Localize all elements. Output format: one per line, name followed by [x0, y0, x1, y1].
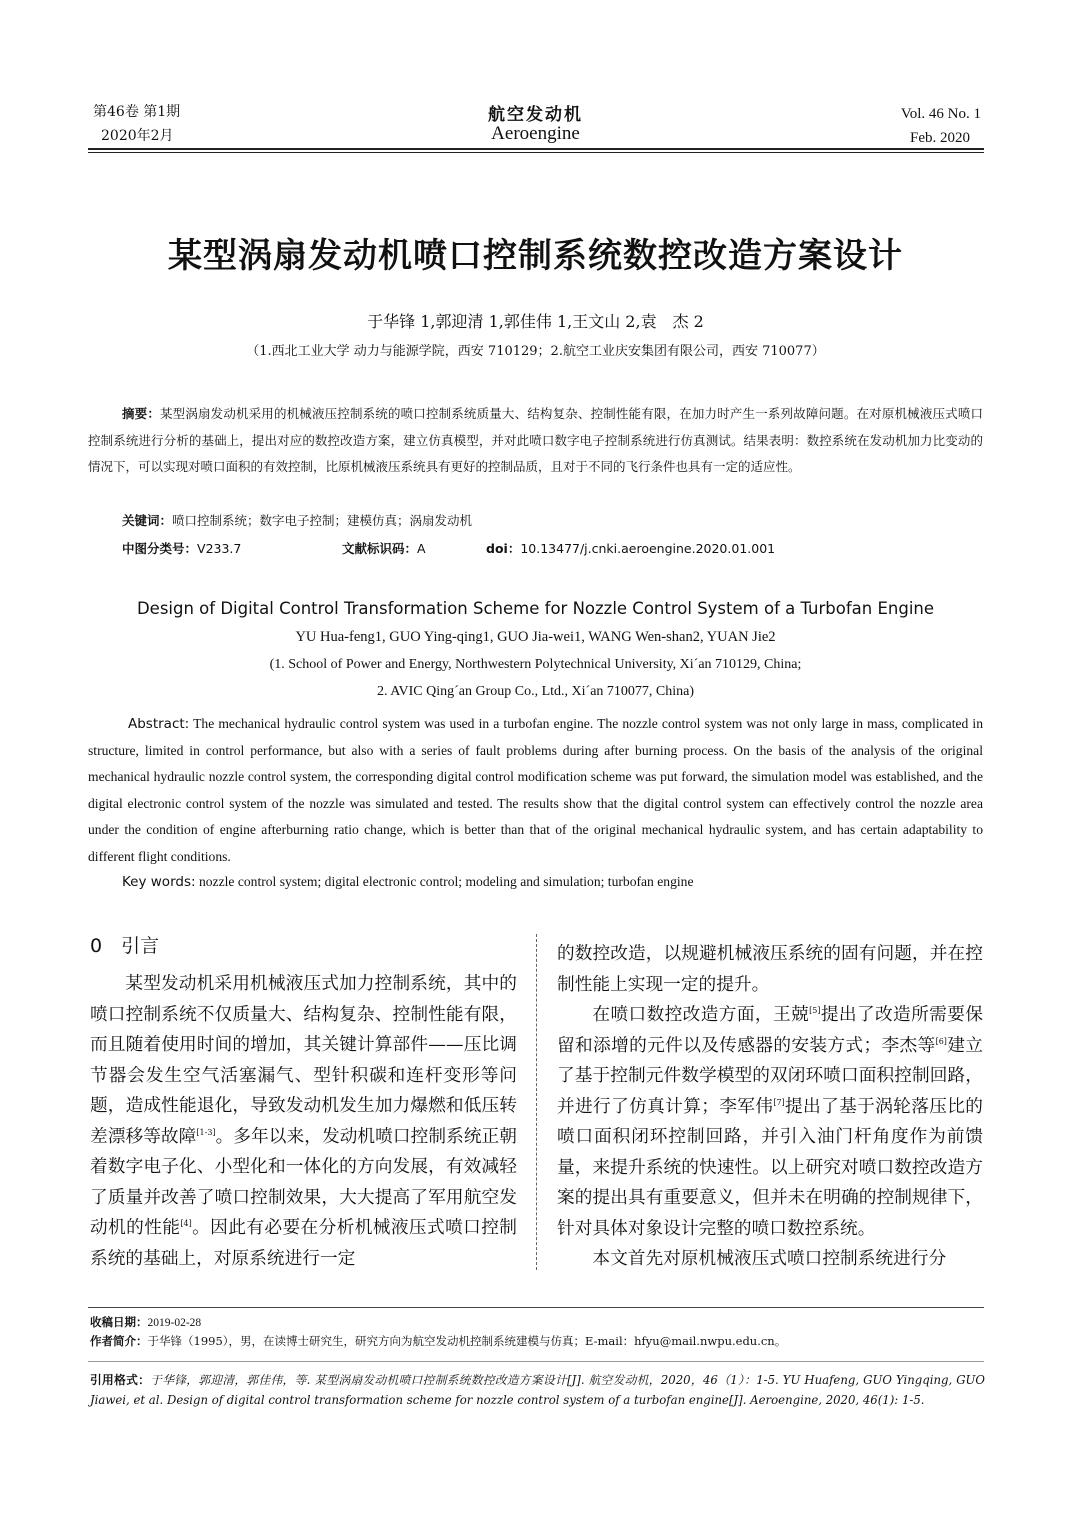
intro-right-paragraph-1: 的数控改造，以规避机械液压系统的固有问题，并在控制性能上实现一定的提升。: [557, 944, 983, 995]
keywords-en: [122, 871, 694, 893]
citation-4: [4]: [180, 1219, 192, 1229]
clc-number: 中图分类号：V233.7: [122, 541, 242, 556]
keywords-cn: [122, 510, 472, 532]
received-date: 收稿日期：2019-02-28: [90, 1315, 202, 1329]
header-rule-top: [88, 148, 984, 150]
authors-en: YU Hua-feng1, GUO Ying-qing1, GUO Jia-wei1, WANG Wen-shan2, YUAN Jie2: [295, 629, 776, 645]
paper-title-en: Design of Digital Control Transformation Scheme for Nozzle Control System of a Turbofan Engine: [136, 599, 935, 618]
journal-title-en: Aeroengine: [491, 123, 580, 144]
affiliations-en-1: (1. School of Power and Energy, Northwestern Polytechnical University, Xi´an 710129, China;: [269, 657, 802, 672]
intro-left-paragraph: 某型发动机采用机械液压式加力控制系统，其中的喷口控制系统不仅质量大、结构复杂、控制性能有限，而且随着使用时间的增加，其关键计算部件——压比调节器会发生空气活塞漏气、型针积碳和连杆变形等问题，造成性能退化，导致发动机发生加力爆燃和低压转差漂移等故障[1-3]。多年以来，发动机喷口控制系统正朝着数字电子化、小型化和一体化的方向发展，有效减轻了质量并改善了喷口控制效果，大大提高了军用航空发动机的性能[4]。因此有必要在分析机械液压式喷口控制系统的基础上，对原系统进行一定: [90, 974, 517, 1269]
abstract-cn: [88, 401, 983, 481]
citation-7: [7]: [773, 1097, 785, 1107]
abstract-cn-text: 某型涡扇发动机采用的机械液压控制系统的喷口控制系统质量大、结构复杂、控制性能有限，在加力时产生一系列故障问题。在对原机械液压式喷口控制系统进行分析的基础上，提出对应的数控改造方案，建立仿真模型，并对此喷口数字电子控制系统进行仿真测试。结果表明：数控系统在发动机加力比变动的情况下，可以实现对喷口面积的有效控制，比原机械液压系统具有更好的控制品质，且对于不同的飞行条件也具有一定的适应性。: [88, 406, 983, 474]
date-cn: 2020年2月: [101, 128, 174, 144]
intro-right-paragraph-2: 在喷口数控改造方面，王兢[5]提出了改造所需要保留和添增的元件以及传感器的安装方式；李杰等[6]建立了基于控制元件数学模型的双闭环喷口面积控制回路，并进行了仿真计算；李军伟[7]提出了基于涡轮落压比的喷口面积闭环控制回路，并引入油门杆角度作为前馈量，来提升系统的快速性。以上研究对喷口数控改造方案的提出具有重要意义，但并未在明确的控制规律下，针对具体对象设计完整的喷口数控系统。: [557, 1005, 983, 1239]
keywords-cn-label: 关键词：: [122, 513, 173, 528]
section-heading-introduction: 0 引言: [90, 935, 160, 957]
abstract-cn-label: 摘要：: [122, 406, 160, 421]
volume-issue: 第46卷 第1期: [93, 104, 181, 120]
citation-rule: [88, 1361, 984, 1362]
keywords-en-label: Key words:: [122, 874, 196, 890]
keywords-cn-text: 喷口控制系统；数字电子控制；建模仿真；涡扇发动机: [172, 513, 473, 528]
citation-format: 引用格式：于华锋，郭迎清，郭佳伟，等. 某型涡扇发动机喷口控制系统数控改造方案设计[J]. 航空发动机，2020，46（1）：1-5. YU Huafeng, GUO Yingqing, GUO Jiawei, et al. Design of digital control transformation scheme for nozzle control system of a turbofan engine[J]. Aeroengine, 2020, 46(1): 1-5.: [90, 1373, 985, 1407]
abstract-en: [88, 711, 983, 871]
footnote-rule: [88, 1307, 984, 1308]
paper-title-cn: 某型涡扇发动机喷口控制系统数控改造方案设计: [168, 236, 903, 276]
column-divider: [536, 934, 537, 1270]
journal-title-cn: 航空发动机: [488, 105, 583, 125]
intro-right-paragraph-3: 本文首先对原机械液压式喷口控制系统进行分: [592, 1249, 947, 1269]
header-rule-bottom: [88, 152, 984, 153]
keywords-en-text: nozzle control system; digital electronic control; modeling and simulation; turbofan engine: [198, 874, 694, 889]
document-code: 文献标识码：A: [342, 541, 426, 556]
citation-5: [5]: [809, 1006, 821, 1016]
date-en: Feb. 2020: [910, 130, 970, 146]
volume-en: Vol. 46 No. 1: [900, 106, 981, 122]
affiliations-en-2: 2. AVIC Qing´an Group Co., Ltd., Xi´an 710077, China): [376, 684, 695, 699]
doi: doi：10.13477/j.cnki.aeroengine.2020.01.001: [486, 541, 776, 556]
citation-1-3: [1-3]: [196, 1127, 216, 1137]
abstract-en-text: The mechanical hydraulic control system was used in a turbofan engine. The nozzle control system was not only large in mass, complicated in structure, limited in control performance, but also with a series of fault problems during after burning process. On the basis of the analysis of the original mechanical hydraulic nozzle control system, the corresponding digital control modification scheme was put forward, the simulation model was established, and the digital electronic control system of the nozzle was simulated and tested. The results show that the digital control system can effectively control the nozzle area under the condition of engine afterburning ratio change, which is better than that of the original mechanical hydraulic system, and has certain adaptability to different flight conditions.: [88, 716, 983, 864]
citation-6: [6]: [935, 1036, 947, 1046]
author-bio: 作者简介：于华锋（1995），男，在读博士研究生，研究方向为航空发动机控制系统建模与仿真；E-mail：hfyu@mail.nwpu.edu.cn。: [90, 1334, 787, 1348]
affiliations-cn: （1.西北工业大学 动力与能源学院，西安 710129；2.航空工业庆安集团有限公司，西安 710077）: [246, 344, 825, 359]
authors-cn: 于华锋 1,郭迎清 1,郭佳伟 1,王文山 2,袁 杰 2: [367, 312, 704, 331]
abstract-en-label: Abstract:: [128, 716, 190, 732]
